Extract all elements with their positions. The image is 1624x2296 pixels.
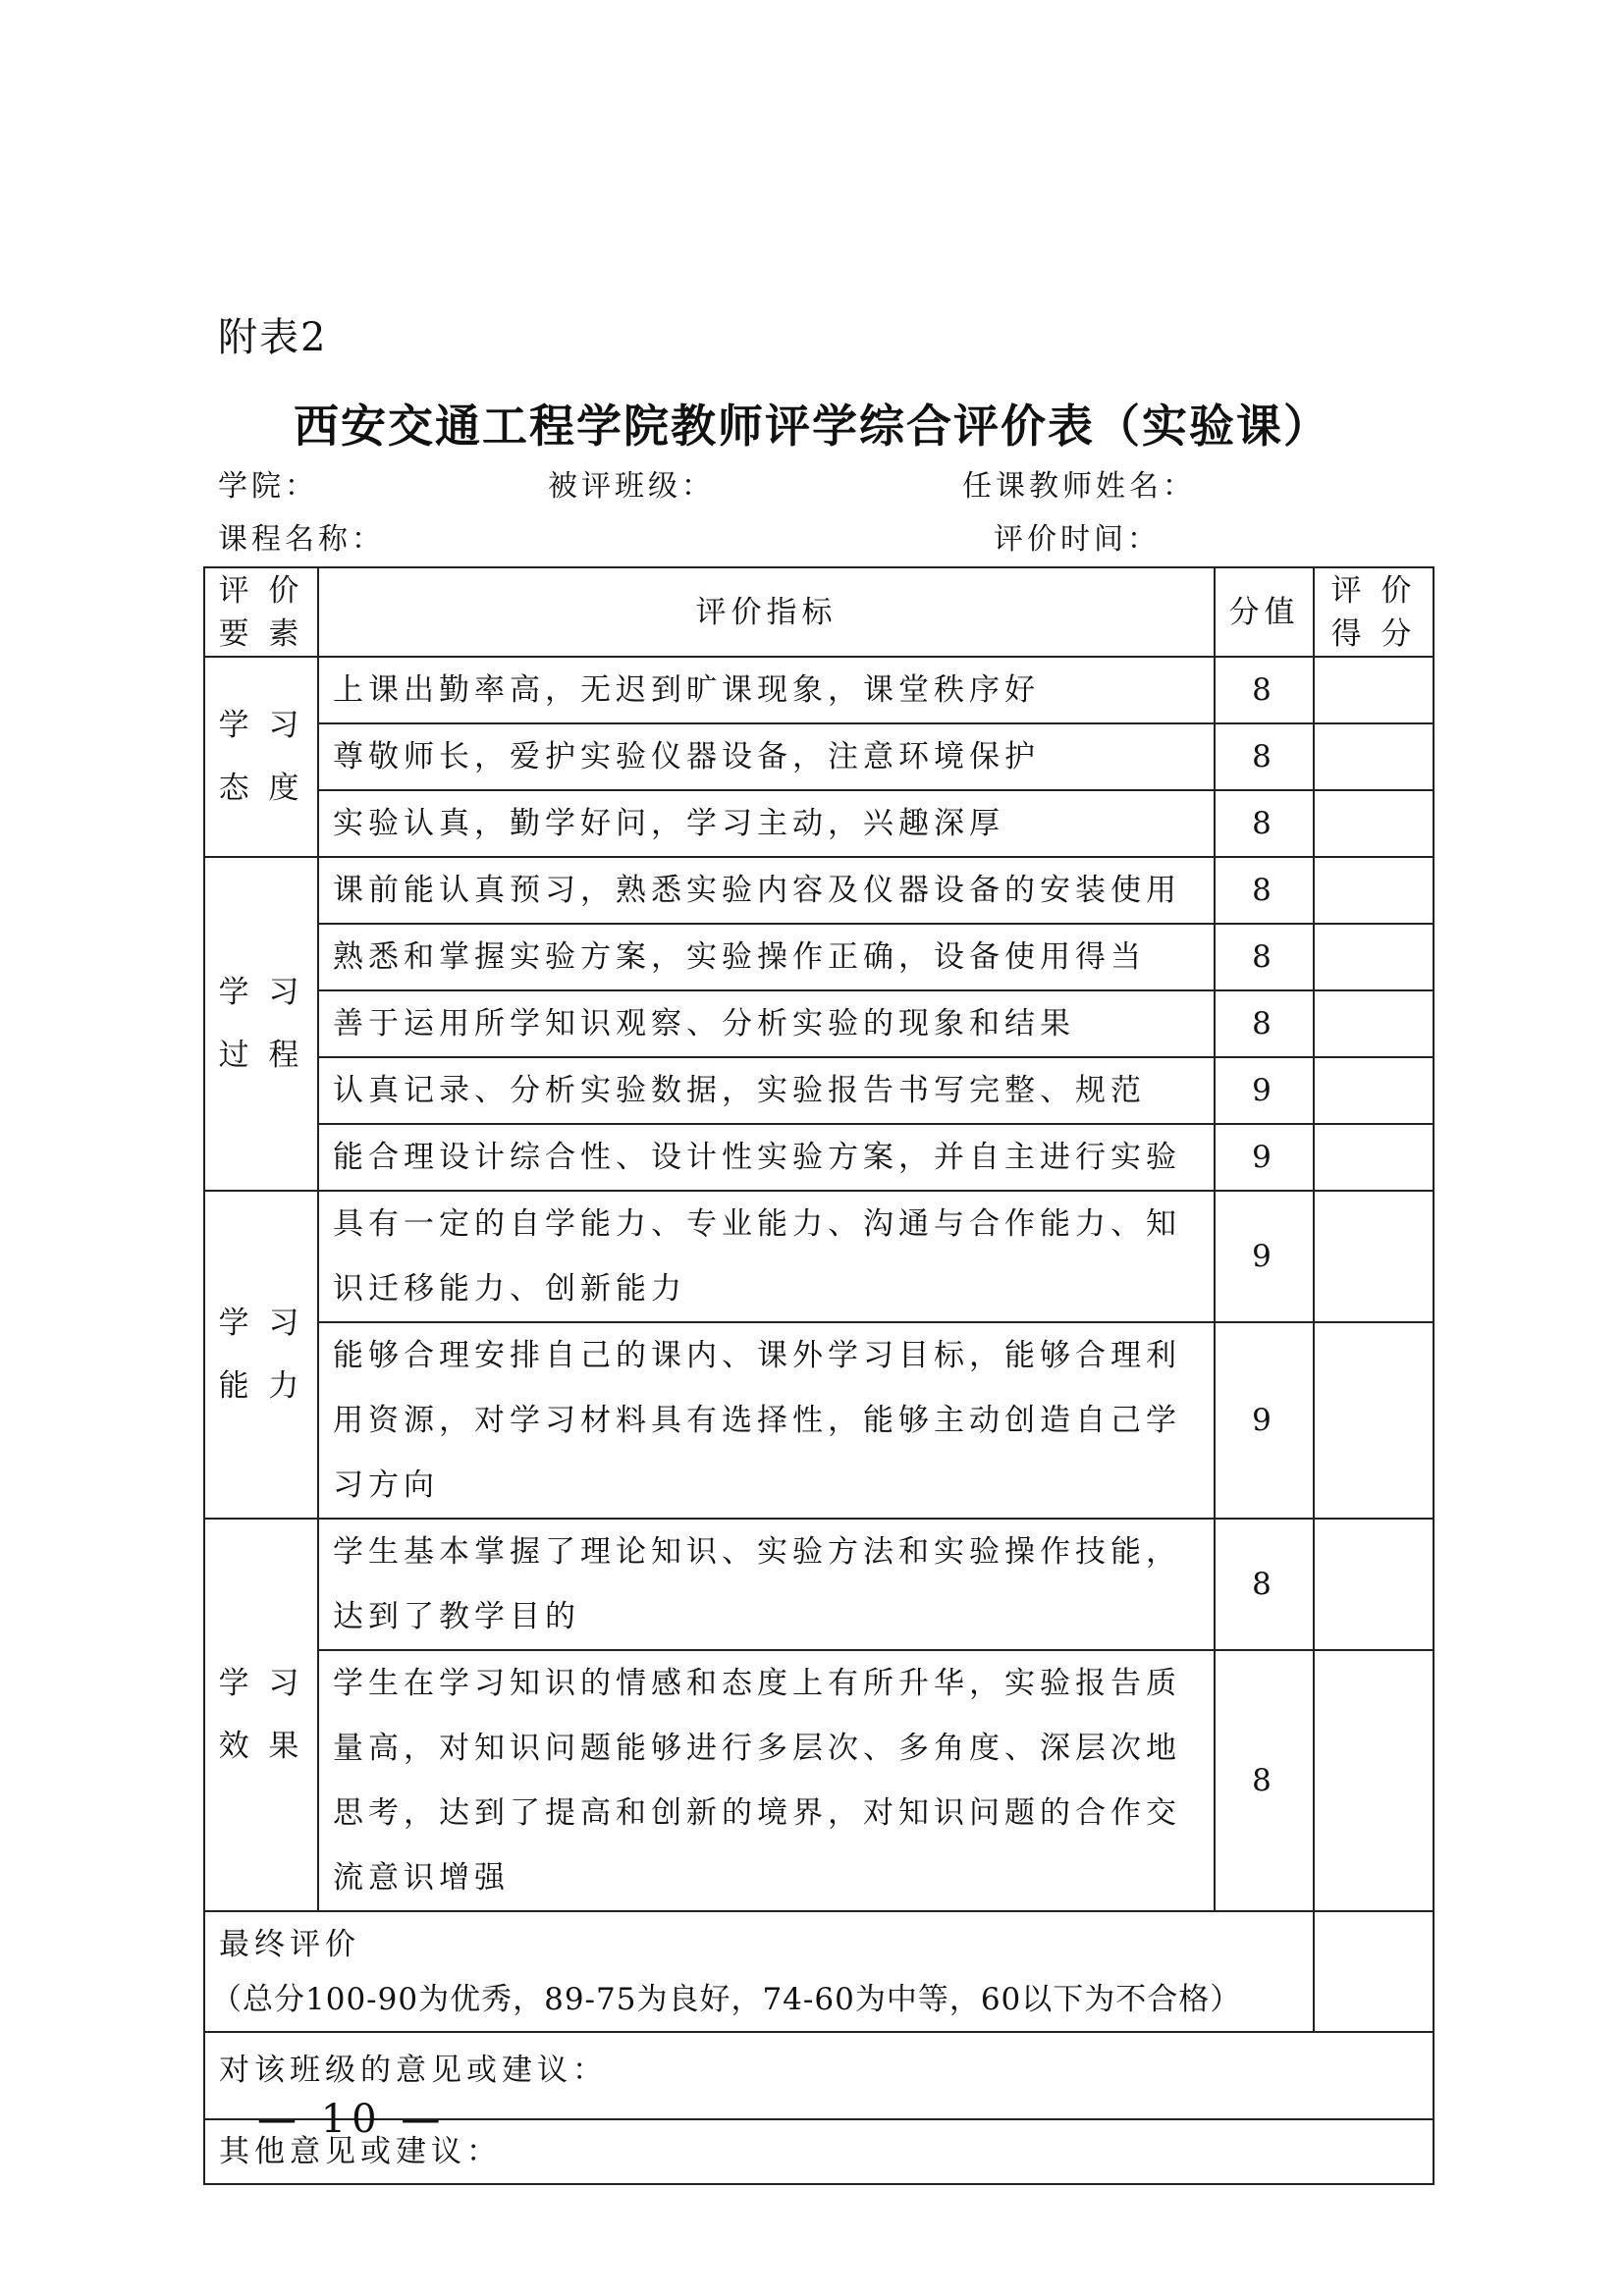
- teacher-field-label: 任课教师姓名：: [962, 469, 1196, 504]
- score-given-input[interactable]: [1314, 1191, 1434, 1322]
- indicator-cell: 善于运用所学知识观察、分析实验的现象和结果: [318, 990, 1215, 1057]
- table-row: [204, 924, 1434, 990]
- indicator-cell: 学生在学习知识的情感和态度上有所升华，实验报告质量高，对知识问题能够进行多层次、多角度、深层次地思考，达到了提高和创新的境界，对知识问题的合作交流意识增强: [318, 1650, 1215, 1911]
- indicator-cell: 上课出勤率高，无迟到旷课现象，课堂秩序好: [318, 657, 1215, 723]
- score-given-input[interactable]: [1314, 1519, 1434, 1650]
- score-value: 9: [1215, 1322, 1314, 1519]
- score-given-input[interactable]: [1314, 990, 1434, 1057]
- header-score-given: 评 价 得 分: [1314, 567, 1434, 657]
- final-evaluation-input[interactable]: [1314, 1911, 1434, 2032]
- page-number: — 10 —: [257, 2097, 447, 2142]
- indicator-cell: 熟悉和掌握实验方案，实验操作正确，设备使用得当: [318, 924, 1215, 990]
- score-given-input[interactable]: [1314, 790, 1434, 857]
- score-given-input[interactable]: [1314, 1650, 1434, 1911]
- score-value: 8: [1215, 1650, 1314, 1911]
- score-value: 8: [1215, 723, 1314, 790]
- table-row: [204, 1191, 1434, 1322]
- indicator-cell: 能够合理安排自己的课内、课外学习目标，能够合理利用资源，对学习材料具有选择性，能够主动创造自己学习方向: [318, 1322, 1215, 1519]
- score-value: 9: [1215, 1191, 1314, 1322]
- final-evaluation-label: 最终评价: [219, 1926, 360, 1962]
- header-element: 评 价 要 素: [204, 567, 318, 657]
- score-value: 8: [1215, 657, 1314, 723]
- header-score-value: 分值: [1215, 567, 1314, 657]
- indicator-cell: 具有一定的自学能力、专业能力、沟通与合作能力、知识迁移能力、创新能力: [318, 1191, 1215, 1322]
- class-field-label: 被评班级：: [548, 469, 715, 504]
- table-row: [204, 657, 1434, 723]
- final-evaluation-label-cell: [204, 1911, 1314, 2032]
- date-field-label: 评价时间：: [994, 522, 1161, 557]
- group-attitude: 学 习 态 度: [204, 657, 318, 857]
- table-row: [204, 1057, 1434, 1124]
- indicator-cell: 能合理设计综合性、设计性实验方案，并自主进行实验: [318, 1124, 1215, 1191]
- score-given-input[interactable]: [1314, 924, 1434, 990]
- table-row: [204, 1519, 1434, 1650]
- score-value: 8: [1215, 990, 1314, 1057]
- group-outcome: 学 习 效 果: [204, 1519, 318, 1911]
- table-row: [204, 857, 1434, 924]
- score-given-input[interactable]: [1314, 857, 1434, 924]
- group-ability: 学 习 能 力: [204, 1191, 318, 1519]
- score-value: 9: [1215, 1057, 1314, 1124]
- indicator-cell: 实验认真，勤学好问，学习主动，兴趣深厚: [318, 790, 1215, 857]
- score-value: 8: [1215, 924, 1314, 990]
- score-given-input[interactable]: [1314, 657, 1434, 723]
- grading-scale-note: （总分100-90为优秀，89-75为良好，74-60为中等，60以下为不合格）: [211, 1981, 1242, 2017]
- header-indicator: 评价指标: [318, 567, 1215, 657]
- score-value: 8: [1215, 1519, 1314, 1650]
- score-value: 9: [1215, 1124, 1314, 1191]
- appendix-label: 附表2: [218, 315, 328, 360]
- score-value: 8: [1215, 857, 1314, 924]
- indicator-cell: 认真记录、分析实验数据，实验报告书写完整、规范: [318, 1057, 1215, 1124]
- header-row: [204, 567, 1434, 657]
- table-row: [204, 790, 1434, 857]
- indicator-cell: 课前能认真预习，熟悉实验内容及仪器设备的安装使用: [318, 857, 1215, 924]
- final-evaluation-row: [204, 1911, 1434, 2032]
- course-field-label: 课程名称：: [218, 522, 385, 557]
- indicator-cell: 学生基本掌握了理论知识、实验方法和实验操作技能，达到了教学目的: [318, 1519, 1215, 1650]
- table-row: [204, 1650, 1434, 1911]
- score-given-input[interactable]: [1314, 1322, 1434, 1519]
- college-field-label: 学院：: [218, 469, 318, 504]
- score-given-input[interactable]: [1314, 723, 1434, 790]
- table-row: [204, 990, 1434, 1057]
- form-title: 西安交通工程学院教师评学综合评价表（实验课）: [294, 400, 1330, 453]
- score-given-input[interactable]: [1314, 1124, 1434, 1191]
- table-row: [204, 723, 1434, 790]
- other-comments-label: 其他意见或建议：: [219, 2134, 502, 2169]
- table-row: [204, 1322, 1434, 1519]
- group-process: 学 习 过 程: [204, 857, 318, 1191]
- evaluation-table: [203, 566, 1435, 2185]
- score-value: 8: [1215, 790, 1314, 857]
- class-comments-label: 对该班级的意见或建议：: [219, 2053, 608, 2088]
- indicator-cell: 尊敬师长，爱护实验仪器设备，注意环境保护: [318, 723, 1215, 790]
- score-given-input[interactable]: [1314, 1057, 1434, 1124]
- table-row: [204, 1124, 1434, 1191]
